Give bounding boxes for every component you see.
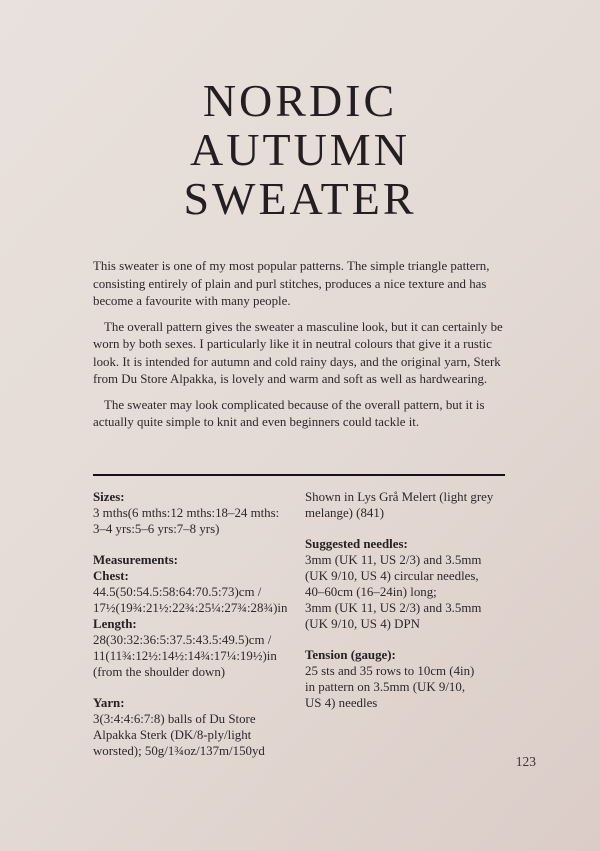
yarn-line: worsted); 50g/1¾oz/137m/150yd <box>93 744 265 758</box>
length-in: 11(11¾:12½:14½:14¾:17¼:19½)in <box>93 649 277 663</box>
tension-line: US 4) needles <box>305 696 378 710</box>
yarn-line: Alpakka Sterk (DK/8-ply/light <box>93 728 252 742</box>
page-number: 123 <box>515 754 536 769</box>
yarn-block <box>93 695 305 759</box>
measurements-block <box>93 552 305 680</box>
title-line-3: SWEATER <box>183 173 417 224</box>
measurements-heading: Measurements: <box>93 553 178 567</box>
needles-line: 40–60cm (16–24in) long; <box>305 585 437 599</box>
intro-paragraph-3: The sweater may look complicated because of the overall pattern, but it is actually quite simple to knit and even beginners could tackle it. <box>93 397 485 429</box>
sizes-heading: Sizes: <box>93 490 125 504</box>
sizes-line: 3 mths(6 mths:12 mths:18–24 mths: <box>93 506 280 520</box>
title-line-2: AUTUMN <box>190 124 410 175</box>
shown-in-line: melange) (841) <box>305 506 385 520</box>
shown-in-line: Shown in Lys Grå Melert (light grey <box>305 490 494 504</box>
page-content <box>93 258 506 774</box>
chest-heading: Chest: <box>93 569 129 583</box>
length-cm: 28(30:32:36:5:37.5:43.5:49.5)cm / <box>93 633 272 647</box>
tension-line: 25 sts and 35 rows to 10cm (4in) <box>305 664 475 678</box>
specs-column-left <box>93 489 305 774</box>
needles-line: (UK 9/10, US 4) DPN <box>305 617 420 631</box>
yarn-line: 3(3:4:4:6:7:8) balls of Du Store <box>93 712 256 726</box>
length-heading: Length: <box>93 617 137 631</box>
chest-in: 17½(19¾:21½:22¾:25¼:27¾:28¾)in <box>93 601 288 615</box>
needles-line: 3mm (UK 11, US 2/3) and 3.5mm <box>305 601 482 615</box>
tension-line: in pattern on 3.5mm (UK 9/10, <box>305 680 466 694</box>
sizes-line: 3–4 yrs:5–6 yrs:7–8 yrs) <box>93 522 220 536</box>
needles-line: 3mm (UK 11, US 2/3) and 3.5mm <box>305 553 482 567</box>
shown-in-block <box>305 489 505 521</box>
chest-cm: 44.5(50:54.5:58:64:70.5:73)cm / <box>93 585 262 599</box>
needles-block <box>305 536 505 632</box>
intro-text <box>93 258 506 432</box>
needles-heading: Suggested needles: <box>305 537 408 551</box>
intro-paragraph-1: This sweater is one of my most popular patterns. The simple triangle pattern, consisting entirely of plain and purl stitches, produces a nice texture and has become a favourite with many people. <box>93 259 490 308</box>
length-note: (from the shoulder down) <box>93 665 226 679</box>
needles-line: (UK 9/10, US 4) circular needles, <box>305 569 479 583</box>
section-divider <box>93 474 505 477</box>
intro-paragraph-2: The overall pattern gives the sweater a masculine look, but it can certainly be worn by both sexes. I particularly like it in neutral colours that give it a rustic look. It is intended for autumn and cold rainy days, and the original yarn, Sterk from Du Store Alpakka, is lovely and warm and soft as well as hardwearing. <box>93 319 503 386</box>
title-line-1: NORDIC <box>202 75 398 126</box>
specs-columns <box>93 489 506 774</box>
sizes-block <box>93 489 305 537</box>
specs-column-right <box>305 489 505 774</box>
tension-heading: Tension (gauge): <box>305 648 396 662</box>
yarn-heading: Yarn: <box>93 696 125 710</box>
tension-block <box>305 647 505 711</box>
page-title <box>0 76 600 223</box>
